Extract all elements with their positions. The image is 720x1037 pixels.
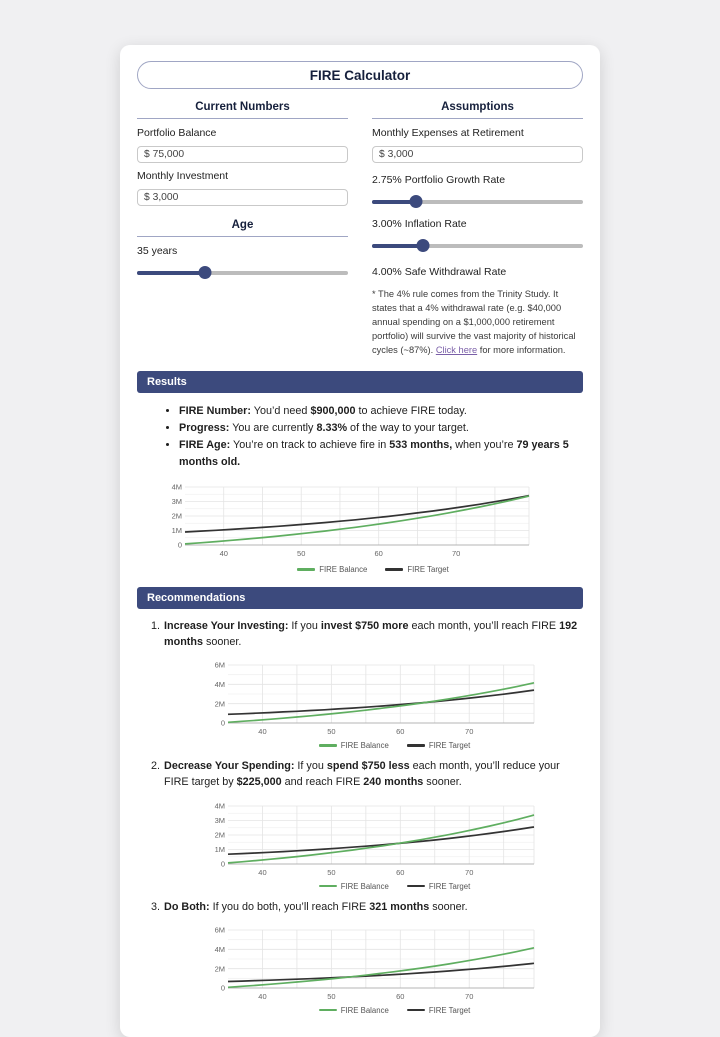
svg-text:0: 0 xyxy=(220,983,225,993)
age-header: Age xyxy=(137,219,348,237)
svg-text:50: 50 xyxy=(297,548,306,558)
fire-balance-legend-label: FIRE Balance xyxy=(319,564,368,574)
svg-text:2M: 2M xyxy=(214,699,225,709)
legend-item-fire-target[interactable] xyxy=(407,1006,470,1015)
result-fire-age-text: FIRE Age: You’re on track to achieve fire in 533 months, when you’re 79 years 5 months old. xyxy=(179,439,569,469)
recommendation-do-both xyxy=(151,899,583,1015)
safe-withdrawal-rate-label: 4.00% Safe Withdrawal Rate xyxy=(372,266,507,278)
inputs-columns xyxy=(137,101,583,358)
legend-item-fire-target[interactable] xyxy=(385,565,448,574)
svg-text:70: 70 xyxy=(465,727,474,737)
fire-balance-swatch xyxy=(319,744,337,747)
fire-target-legend-label: FIRE Target xyxy=(407,564,449,574)
assumptions-column xyxy=(372,101,583,358)
chart-legend xyxy=(206,741,583,750)
click-here-link[interactable]: Click here xyxy=(435,344,478,355)
svg-text:50: 50 xyxy=(327,991,336,1001)
legend-item-fire-balance[interactable] xyxy=(319,741,389,750)
assumptions-header: Assumptions xyxy=(372,101,583,119)
fire-target-swatch xyxy=(407,744,425,747)
svg-text:50: 50 xyxy=(327,727,336,737)
growth-rate-slider[interactable] xyxy=(372,195,583,208)
monthly-expenses-label: Monthly Expenses at Retirement xyxy=(372,127,524,139)
svg-text:3M: 3M xyxy=(214,815,225,825)
results-section-header xyxy=(137,371,583,393)
svg-text:4M: 4M xyxy=(214,801,225,811)
age-value-label: 35 years xyxy=(137,245,178,257)
recommendations-section-header xyxy=(137,587,583,609)
svg-text:70: 70 xyxy=(465,991,474,1001)
svg-text:40: 40 xyxy=(258,867,267,877)
chart-legend xyxy=(206,882,583,891)
svg-text:60: 60 xyxy=(396,991,405,1001)
svg-text:6M: 6M xyxy=(214,925,225,935)
fire-balance-swatch xyxy=(319,885,337,888)
inflation-rate-slider[interactable] xyxy=(372,239,583,252)
svg-text:40: 40 xyxy=(258,727,267,737)
age-slider-thumb[interactable] xyxy=(198,266,211,279)
result-fire-number xyxy=(179,403,583,420)
legend-item-fire-balance[interactable] xyxy=(297,565,367,574)
svg-text:70: 70 xyxy=(451,548,461,558)
fire-balance-legend-label: FIRE Balance xyxy=(340,741,389,751)
chart-legend xyxy=(163,565,583,574)
svg-text:4M: 4M xyxy=(171,482,182,492)
recommendation-decrease-spending xyxy=(151,758,583,890)
legend-item-fire-balance[interactable] xyxy=(319,882,389,891)
calculator-card xyxy=(120,45,600,1037)
svg-text:0: 0 xyxy=(177,540,182,550)
svg-text:1M: 1M xyxy=(214,844,225,854)
result-progress xyxy=(179,420,583,437)
recommendation-number: 2. xyxy=(151,760,161,773)
fire-balance-swatch xyxy=(297,568,315,571)
page-title: FIRE Calculator xyxy=(309,67,411,83)
svg-text:60: 60 xyxy=(396,727,405,737)
svg-text:4M: 4M xyxy=(214,680,225,690)
legend-item-fire-balance[interactable] xyxy=(319,1006,389,1015)
fire-target-legend-label: FIRE Target xyxy=(428,741,471,751)
result-progress-text: Progress: You are currently 8.33% of the way to your target. xyxy=(179,421,469,434)
inflation-rate-label: 3.00% Inflation Rate xyxy=(372,218,467,230)
inflation-slider-thumb[interactable] xyxy=(416,239,429,252)
svg-text:2M: 2M xyxy=(171,511,182,521)
svg-text:60: 60 xyxy=(396,867,405,877)
age-slider[interactable] xyxy=(137,266,348,279)
current-numbers-header: Current Numbers xyxy=(137,101,348,119)
portfolio-balance-input[interactable] xyxy=(137,146,348,163)
fire-balance-swatch xyxy=(319,1009,337,1012)
svg-text:1M: 1M xyxy=(171,525,182,535)
result-fire-age xyxy=(179,437,583,472)
svg-text:3M: 3M xyxy=(171,496,182,506)
recommendations-header-label: Recommendations xyxy=(147,591,246,604)
growth-slider-thumb[interactable] xyxy=(410,195,423,208)
fire-target-swatch xyxy=(407,885,425,888)
results-list xyxy=(179,403,583,472)
do-both-chart xyxy=(206,926,538,1002)
results-projection-chart xyxy=(163,483,533,559)
increase-investing-chart-block xyxy=(206,661,583,750)
fire-balance-legend-label: FIRE Balance xyxy=(340,881,389,891)
fire-target-swatch xyxy=(385,568,403,571)
recommendation-number: 1. xyxy=(151,619,161,632)
fire-balance-legend-label: FIRE Balance xyxy=(340,1005,389,1015)
result-fire-number-text: FIRE Number: You’d need $900,000 to achieve FIRE today. xyxy=(179,404,467,417)
fire-target-swatch xyxy=(407,1009,425,1012)
svg-text:2M: 2M xyxy=(214,963,225,973)
svg-text:70: 70 xyxy=(465,867,474,877)
fire-target-legend-label: FIRE Target xyxy=(428,881,471,891)
svg-text:0: 0 xyxy=(220,859,225,869)
decrease-spending-chart xyxy=(206,802,538,878)
portfolio-balance-label: Portfolio Balance xyxy=(137,127,217,139)
results-chart-block xyxy=(163,483,583,574)
increase-investing-chart xyxy=(206,661,538,737)
svg-text:4M: 4M xyxy=(214,944,225,954)
monthly-investment-label: Monthly Investment xyxy=(137,170,229,182)
monthly-expenses-input[interactable] xyxy=(372,146,583,163)
growth-rate-label: 2.75% Portfolio Growth Rate xyxy=(372,174,506,186)
current-numbers-column xyxy=(137,101,348,358)
legend-item-fire-target[interactable] xyxy=(407,741,470,750)
results-header-label: Results xyxy=(147,375,187,388)
do-both-chart-block xyxy=(206,926,583,1015)
legend-item-fire-target[interactable] xyxy=(407,882,470,891)
recommendation-decrease-spending-text: Decrease Your Spending: If you spend $750 less each month, you’ll reduce your FIRE target by $225,000 and reach FIRE 240 months sooner. xyxy=(164,760,560,789)
recommendations-list xyxy=(151,618,583,1015)
svg-text:40: 40 xyxy=(219,548,228,558)
svg-text:60: 60 xyxy=(374,548,383,558)
svg-text:50: 50 xyxy=(327,867,336,877)
age-slider-fill xyxy=(137,271,205,275)
recommendation-increase-investing-text: Increase Your Investing: If you invest $750 more each month, you’ll reach FIRE 192 months sooner. xyxy=(164,619,578,648)
svg-text:2M: 2M xyxy=(214,830,225,840)
svg-text:40: 40 xyxy=(258,991,267,1001)
svg-text:6M: 6M xyxy=(214,661,225,670)
decrease-spending-chart-block xyxy=(206,802,583,891)
svg-text:0: 0 xyxy=(220,718,225,728)
recommendation-do-both-text: Do Both: If you do both, you’ll reach FIRE 321 months sooner. xyxy=(164,900,468,913)
app-title-box xyxy=(137,61,583,89)
recommendation-increase-investing xyxy=(151,618,583,750)
monthly-investment-input[interactable] xyxy=(137,189,348,206)
fire-target-legend-label: FIRE Target xyxy=(428,1005,471,1015)
chart-legend xyxy=(206,1006,583,1015)
inflation-slider-fill xyxy=(372,244,423,248)
trinity-study-footnote: * The 4% rule comes from the Trinity Study. It states that a 4% withdrawal rate (e.g. $40,000 annual spending on a $1,000,000 retirement portfolio) will survive the vast majority of historical cycles (~87%). Click here for more information. xyxy=(372,289,576,355)
recommendation-number: 3. xyxy=(151,900,161,913)
